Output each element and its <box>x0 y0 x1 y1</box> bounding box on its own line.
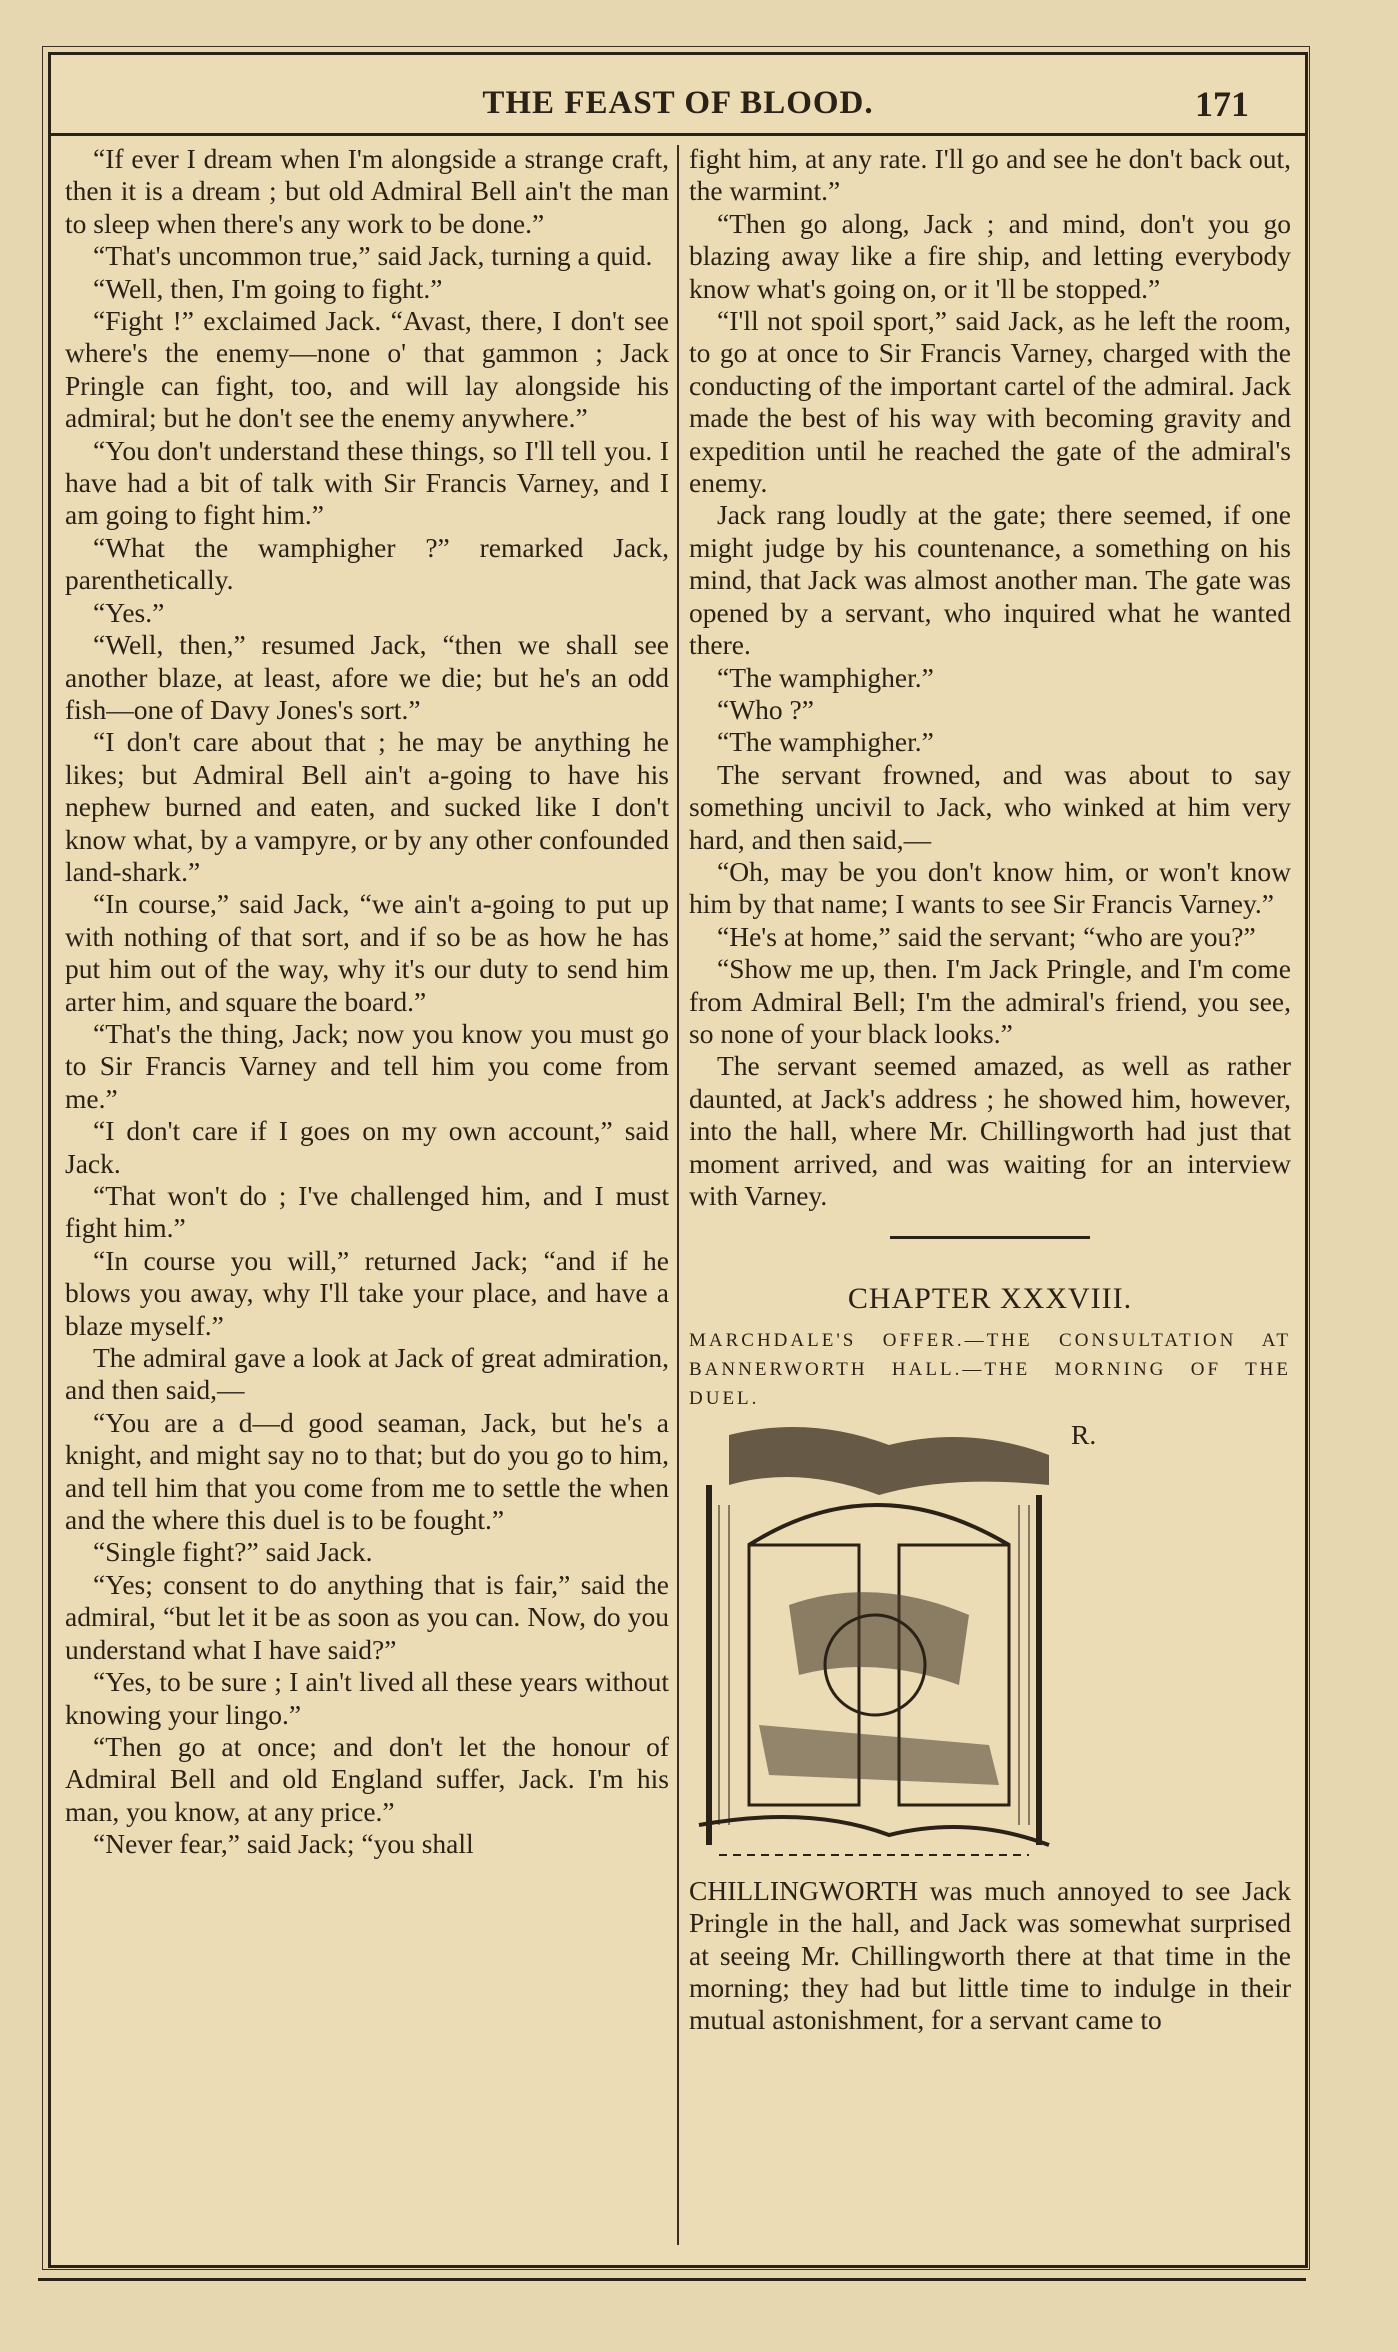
woodcut-illustration-icon <box>689 1425 1061 1871</box>
chapter-subtitle: MARCHDALE'S OFFER.—THE CONSULTATION AT BANNERWORTH HALL.—THE MORNING OF THE DUEL. <box>689 1329 1291 1409</box>
chapter-title: CHAPTER XXXVIII. <box>847 1282 1133 1316</box>
paragraph: “Then go at once; and don't let the honour of Admiral Bell and old England suffer, Jack. I'm his man, you know, at any price.” <box>65 1730 669 1827</box>
paragraph: “Oh, may be you don't know him, or won't know him by that name; I wants to see Sir Francis Varney.” <box>689 855 1291 920</box>
chapter-opening <box>689 1419 1291 2037</box>
paragraph: The servant frowned, and was about to say something uncivil to Jack, who winked at him very hard, and then said,— <box>689 758 1291 855</box>
paragraph: “Then go along, Jack ; and mind, don't you go blazing away like a fire ship, and letting everybody know what's going on, or it 'll be stopped.” <box>689 207 1291 304</box>
paragraph: “Yes.” <box>93 596 165 628</box>
running-title: THE FEAST OF BLOOD. <box>482 85 874 121</box>
paragraph: “Well, then, I'm going to fight.” <box>93 272 443 304</box>
right-column <box>689 143 1291 2233</box>
paragraph: “You don't understand these things, so I'll tell you. I have had a bit of talk with Sir Francis Varney, and I am going to fight him.” <box>65 434 669 531</box>
chapter-opening-text: R. CHILLINGWORTH was much annoyed to see Jack Pringle in the hall, and Jack was somewhat surprised at seeing Mr. Chillingworth there at that time in the morning; they had but little time to indulge in their mutual astonishment, for a servant came to <box>689 1418 1291 2036</box>
paragraph: “Never fear,” said Jack; “you shall <box>93 1828 474 1860</box>
paragraph: “Well, then,” resumed Jack, “then we shall see another blaze, at least, afore we die; but he's an odd fish—one of Davy Jones's sort.” <box>65 629 669 725</box>
paragraph: “The wamphigher.” <box>717 726 934 758</box>
paragraph: fight him, at any rate. I'll go and see he don't back out, the warmint.” <box>689 143 1291 207</box>
page-number: 171 <box>1195 84 1249 124</box>
paragraph: “Who ?” <box>717 693 814 725</box>
paragraph: “I don't care if I goes on my own account,” said Jack. <box>65 1115 669 1179</box>
paragraph: The servant seemed amazed, as well as rather daunted, at Jack's address ; he showed him, however, into the hall, where Mr. Chillingworth had just that moment arrived, and was waiting for an interview with Varney. <box>689 1050 1291 1211</box>
bottom-rule <box>38 2278 1306 2281</box>
paragraph: “That's the thing, Jack; now you know you must go to Sir Francis Varney and tell him you come from me.” <box>65 1017 669 1114</box>
book-page <box>48 52 1308 2268</box>
paragraph: “That's uncommon true,” said Jack, turning a quid. <box>93 240 653 272</box>
paragraph: “In course you will,” returned Jack; “and if he blows you away, why I'll take your place, and have a blaze myself.” <box>65 1244 669 1341</box>
paragraph: “The wamphigher.” <box>717 661 934 693</box>
paragraph: “In course,” said Jack, “we ain't a-going to put up with nothing of that sort, and if so be as how he has put him out of the way, why it's our duty to send him arter him, and square the board.” <box>65 888 669 1017</box>
paragraph: “He's at home,” said the servant; “who are you?” <box>717 920 1256 952</box>
paragraph: “Single fight?” said Jack. <box>93 1536 373 1568</box>
paragraph: “If ever I dream when I'm alongside a strange craft, then it is a dream ; but old Admiral Bell ain't the man to sleep when there's any work to be done.” <box>65 143 669 239</box>
paragraph: “Yes, to be sure ; I ain't lived all these years without knowing your lingo.” <box>65 1666 669 1730</box>
column-divider <box>677 145 679 2245</box>
page-header <box>51 55 1305 136</box>
paragraph: “That won't do ; I've challenged him, and I must fight him.” <box>65 1180 669 1244</box>
paragraph: Jack rang loudly at the gate; there seemed, if one might judge by his countenance, a something on his mind, that Jack was almost another man. The gate was opened by a servant, who inquired what he wanted there. <box>689 499 1291 661</box>
paragraph: “I'll not spoil sport,” said Jack, as he left the room, to go at once to Sir Francis Varney, charged with the conducting of the important cartel of the admiral. Jack made the best of his way with becoming gravity and expedition until he reached the gate of the admiral's enemy. <box>689 305 1291 499</box>
paragraph: “I don't care about that ; he may be anything he likes; but Admiral Bell ain't a-going to have his nephew burned and eaten, and sucked like I don't know what, by a vampyre, or by any other confounded land-shark.” <box>65 726 669 887</box>
paragraph: “Show me up, then. I'm Jack Pringle, and I'm come from Admiral Bell; I'm the admiral's friend, you see, so none of your black looks.” <box>689 953 1291 1049</box>
section-rule <box>890 1236 1090 1239</box>
paragraph: The admiral gave a look at Jack of great admiration, and then said,— <box>65 1342 669 1406</box>
paragraph: “What the wamphigher ?” remarked Jack, parenthetically. <box>65 531 669 596</box>
left-column <box>65 143 669 2233</box>
paragraph: “You are a d—d good seaman, Jack, but he's a knight, and might say no to that; but do you go to him, and tell him that you come from me to settle the when and the where this duel is to be fought.” <box>65 1406 669 1536</box>
paragraph: “Yes; consent to do anything that is fair,” said the admiral, “but let it be as soon as you can. Now, do you understand what I have said?” <box>65 1568 669 1665</box>
paragraph: “Fight !” exclaimed Jack. “Avast, there, I don't see where's the enemy—none o' that gammon ; Jack Pringle can fight, too, and will lay alongside his admiral; but he don't see the enemy anywhere.” <box>65 305 669 434</box>
